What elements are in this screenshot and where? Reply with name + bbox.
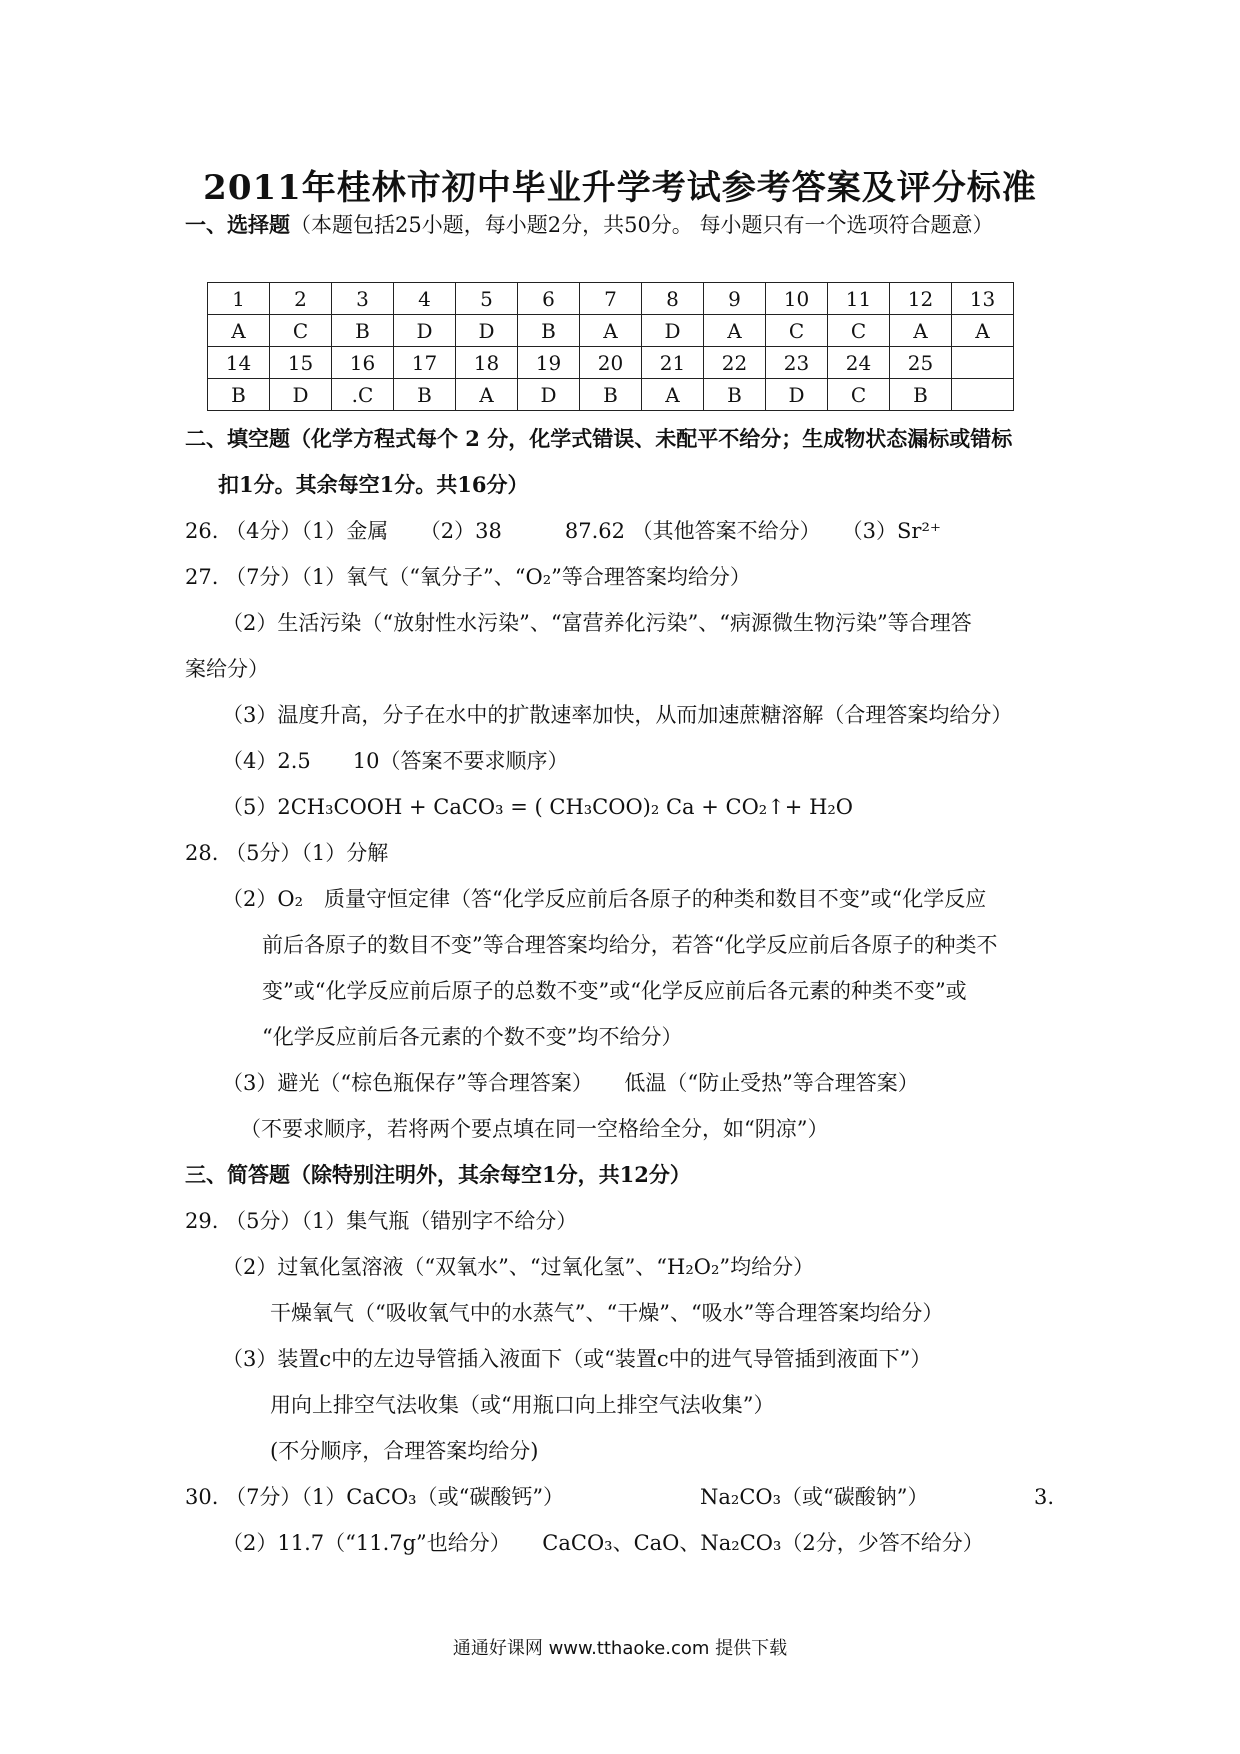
answer-table-cell: C xyxy=(828,379,890,411)
answer-table-cell: 15 xyxy=(270,347,332,379)
q30-line1-part3: 3. xyxy=(1034,1485,1055,1509)
answer-table-cell: A xyxy=(642,379,704,411)
answer-table-cell: 12 xyxy=(890,283,952,315)
answer-table-cell: 4 xyxy=(394,283,456,315)
answer-table-cell: D xyxy=(766,379,828,411)
answer-table-cell: D xyxy=(394,315,456,347)
answer-table-cell: D xyxy=(456,315,518,347)
answer-table-row xyxy=(208,315,1014,347)
answer-table-cell: C xyxy=(270,315,332,347)
answer-table-cell: 6 xyxy=(518,283,580,315)
answer-table-cell: 2 xyxy=(270,283,332,315)
section1-heading: 一、选择题 xyxy=(185,212,290,237)
answer-table-cell: 10 xyxy=(766,283,828,315)
answer-table-cell: D xyxy=(518,379,580,411)
section2-heading-line2: 扣1分。其余每空1分。共16分） xyxy=(218,472,529,497)
answer-table-row xyxy=(208,347,1014,379)
q28-line3: 前后各原子的数目不变”等合理答案均给分，若答“化学反应前后各原子的种类不 xyxy=(262,933,998,957)
section1-note: （本题包括25小题，每小题2分，共50分。 每小题只有一个选项符合题意） xyxy=(290,213,994,237)
answer-table-cell: .C xyxy=(332,379,394,411)
q28-line4: 变”或“化学反应前后原子的总数不变”或“化学反应前后各元素的种类不变”或 xyxy=(262,979,967,1003)
q27-line5: （4）2.5 10（答案不要求顺序） xyxy=(222,749,569,773)
footer-credit: 通通好课网 www.tthaoke.com 提供下载 xyxy=(452,1638,788,1659)
answer-table-cell: 25 xyxy=(890,347,952,379)
q29-line4: （3）装置c中的左边导管插入液面下（或“装置c中的进气导管插到液面下”） xyxy=(222,1347,932,1371)
q29-line5: 用向上排空气法收集（或“用瓶口向上排空气法收集”） xyxy=(270,1393,775,1417)
q30-line1-part1: 30. （7分）（1）CaCO₃（或“碳酸钙”） xyxy=(185,1485,565,1509)
answer-table-cell: 13 xyxy=(952,283,1014,315)
answer-table-cell xyxy=(952,347,1014,379)
answer-table-cell: A xyxy=(704,315,766,347)
answer-table-cell: B xyxy=(518,315,580,347)
q28-line2: （2）O₂ 质量守恒定律（答“化学反应前后各原子的种类和数目不变”或“化学反应 xyxy=(222,887,987,911)
answer-table-cell: B xyxy=(890,379,952,411)
section1-header xyxy=(185,210,993,240)
q30-line2: （2）11.7（“11.7g”也给分） CaCO₃、CaO、Na₂CO₃（2分，少答不给分） xyxy=(222,1531,984,1555)
answer-table-cell: A xyxy=(952,315,1014,347)
q28-line1: 28. （5分）（1）分解 xyxy=(185,841,389,865)
answer-table-cell: 23 xyxy=(766,347,828,379)
answer-table-cell: A xyxy=(890,315,952,347)
q27-line2: （2）生活污染（“放射性水污染”、“富营养化污染”、“病源微生物污染”等合理答 xyxy=(222,611,972,635)
answer-table-cell: A xyxy=(580,315,642,347)
answer-table-cell: 16 xyxy=(332,347,394,379)
answer-table-cell: 18 xyxy=(456,347,518,379)
answer-table-cell: 17 xyxy=(394,347,456,379)
q29-line1: 29. （5分）（1）集气瓶（错别字不给分） xyxy=(185,1209,578,1233)
answer-table-cell: 20 xyxy=(580,347,642,379)
q27-line4: （3）温度升高，分子在水中的扩散速率加快，从而加速蔗糖溶解（合理答案均给分） xyxy=(222,703,1013,727)
answer-table-cell: 21 xyxy=(642,347,704,379)
answer-table-cell: 24 xyxy=(828,347,890,379)
answer-table-cell: B xyxy=(208,379,270,411)
answer-table-cell: A xyxy=(456,379,518,411)
answer-table-cell: 11 xyxy=(828,283,890,315)
q27-line1: 27. （7分）（1）氧气（“氧分子”、“O₂”等合理答案均给分） xyxy=(185,565,751,589)
answer-table-cell: A xyxy=(208,315,270,347)
q27-line3: 案给分） xyxy=(185,657,269,681)
answer-table-cell: B xyxy=(332,315,394,347)
q30-line1-part2: Na₂CO₃（或“碳酸钠”） xyxy=(700,1485,929,1509)
answer-table-cell: 8 xyxy=(642,283,704,315)
q28-line5: “化学反应前后各元素的个数不变”均不给分） xyxy=(262,1025,683,1049)
section3-heading: 三、简答题（除特别注明外，其余每空1分，共12分） xyxy=(185,1162,691,1187)
q29-line2: （2）过氧化氢溶液（“双氧水”、“过氧化氢”、“H₂O₂”均给分） xyxy=(222,1255,815,1279)
q29-line6: (不分顺序，合理答案均给分) xyxy=(270,1439,539,1463)
answer-table-cell: C xyxy=(828,315,890,347)
answer-table xyxy=(207,282,1014,411)
answer-table-row xyxy=(208,379,1014,411)
answer-table-cell: B xyxy=(394,379,456,411)
answer-table-cell: D xyxy=(642,315,704,347)
section2-heading-line1: 二、填空题（化学方程式每个 2 分，化学式错误、未配平不给分；生成物状态漏标或错标 xyxy=(185,426,1013,451)
answer-table-cell: 5 xyxy=(456,283,518,315)
answer-table-cell: D xyxy=(270,379,332,411)
answer-table-cell: 7 xyxy=(580,283,642,315)
answer-table-cell xyxy=(952,379,1014,411)
q28-line6: （3）避光（“棕色瓶保存”等合理答案） 低温（“防止受热”等合理答案） xyxy=(222,1071,919,1095)
q27-line6: （5）2CH₃COOH + CaCO₃ = ( CH₃COO)₂ Ca + CO₂↑+ H₂O xyxy=(222,795,854,819)
answer-table-cell: 22 xyxy=(704,347,766,379)
answer-table-cell: 19 xyxy=(518,347,580,379)
q26-answer: 26. （4分）（1）金属 （2）38 87.62 （其他答案不给分） （3）Sr²⁺ xyxy=(185,519,941,543)
answer-table-cell: B xyxy=(580,379,642,411)
answer-table-cell: B xyxy=(704,379,766,411)
answer-table-cell: 3 xyxy=(332,283,394,315)
answer-table-cell: 14 xyxy=(208,347,270,379)
answer-table-cell: 1 xyxy=(208,283,270,315)
answer-table-cell: C xyxy=(766,315,828,347)
q29-line3: 干燥氧气（“吸收氧气中的水蒸气”、“干燥”、“吸水”等合理答案均给分） xyxy=(270,1301,944,1325)
q28-line7: （不要求顺序，若将两个要点填在同一空格给全分，如“阴凉”） xyxy=(240,1117,829,1141)
answer-table-cell: 9 xyxy=(704,283,766,315)
answer-table-row xyxy=(208,283,1014,315)
page-title: 2011年桂林市初中毕业升学考试参考答案及评分标准 xyxy=(203,168,1037,208)
